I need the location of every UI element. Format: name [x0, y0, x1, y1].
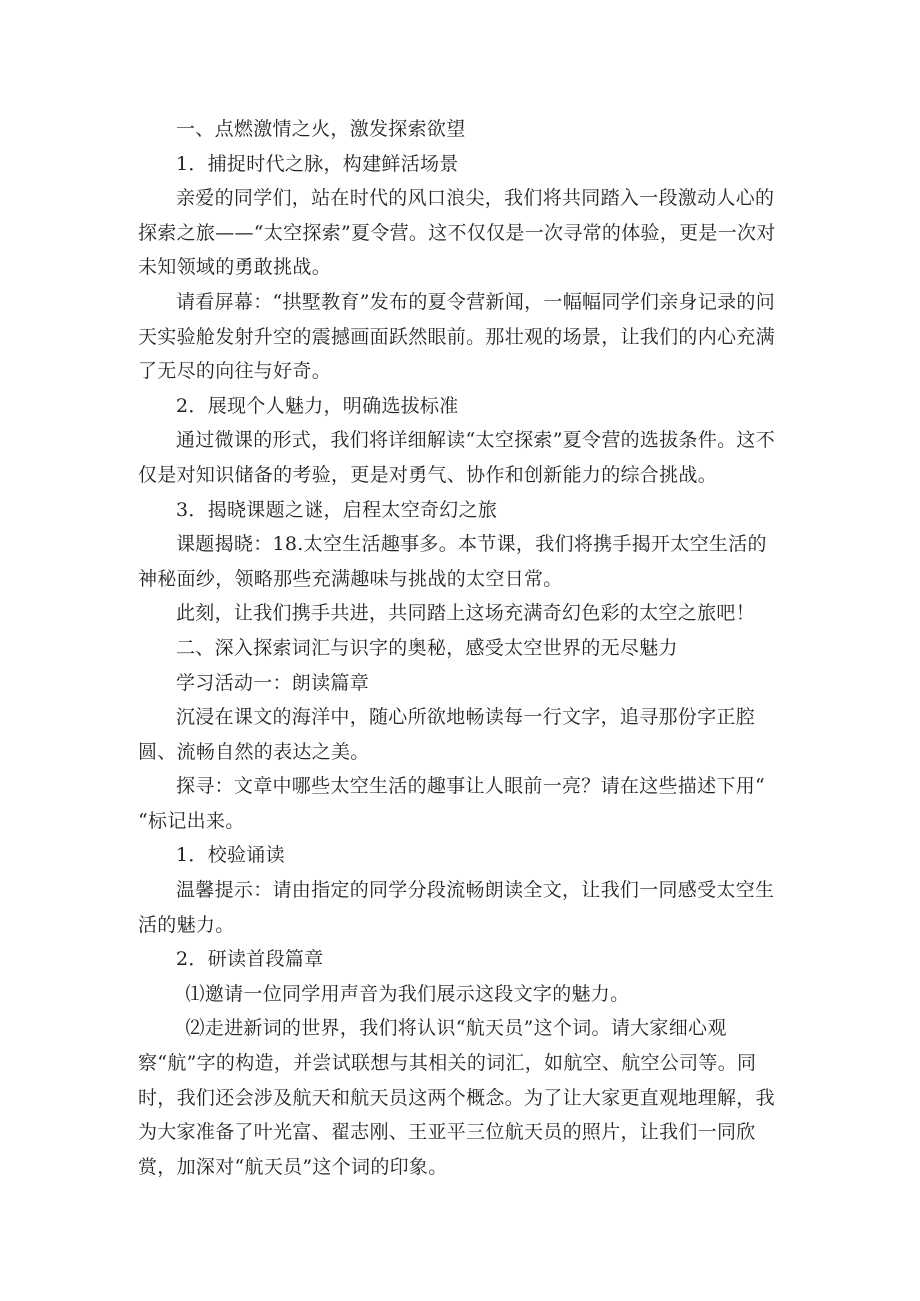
- list-item: ⑴邀请一位同学用声音为我们展示这段文字的魅力。: [185, 982, 630, 1005]
- section-heading-2: 二、深入探索词汇与识字的奥秘，感受太空世界的无尽魅力: [176, 636, 678, 659]
- subheading-2-1: 1．校验诵读: [176, 844, 285, 867]
- paragraph: 温馨提示：请由指定的同学分段流畅朗读全文，让我们一同感受太空生活的魅力。: [138, 879, 775, 936]
- paragraph: 请看屏幕：“拱墅教育”发布的夏令营新闻，一幅幅同学们亲身记录的问天实验舱发射升空的震撼画面跃然眼前。那壮观的场景，让我们的内心充满了无尽的向往与好奇。: [138, 290, 776, 383]
- paragraph: 探寻：文章中哪些太空生活的趣事让人眼前一亮？请在这些描述下用“ “标记出来。: [138, 775, 766, 832]
- subheading-2-2: 2．研读首段篇章: [176, 948, 324, 971]
- paragraph: 沉浸在课文的海洋中，随心所欲地畅读每一行文字，追寻那份字正腔圆、流畅自然的表达之美。: [138, 706, 756, 763]
- document-body: [138, 112, 784, 1184]
- paragraph: 亲爱的同学们，站在时代的风口浪尖，我们将共同踏入一段激动人心的探索之旅——“太空探索”夏令营。这不仅仅是一次寻常的体验，更是一次对未知领域的勇敢挑战。: [138, 187, 776, 279]
- paragraph: 通过微课的形式，我们将详细解读“太空探索”夏令营的选拔条件。这不仅是对知识储备的考验，更是对勇气、协作和创新能力的综合挑战。: [138, 429, 776, 486]
- subheading-1-1: 1．捕捉时代之脉，构建鲜活场景: [176, 152, 459, 175]
- subheading-1-2: 2．展现个人魅力，明确选拔标准: [176, 394, 459, 417]
- paragraph: 此刻，让我们携手共进，共同踏上这场充满奇幻色彩的太空之旅吧！: [176, 602, 756, 625]
- subheading-1-3: 3．揭晓课题之谜，启程太空奇幻之旅: [176, 498, 498, 521]
- list-item: ⑵走进新词的世界，我们将认识“航天员”这个词。请大家细心观察“航”字的构造，并尝试联想与其相关的词汇，如航空、航空公司等。同时，我们还会涉及航天和航天员这两个概念。为了让大家更直观地理解，我为大家准备了叶光富、翟志刚、王亚平三位航天员的照片，让我们一同欣赏，加深对“航天员”这个词的印象。: [138, 1017, 775, 1178]
- paragraph: 课题揭晓：18.太空生活趣事多。本节课，我们将携手揭开太空生活的神秘面纱，领略那些充满趣味与挑战的太空日常。: [138, 533, 767, 590]
- section-heading-1: 一、点燃激情之火，激发探索欲望: [176, 118, 466, 140]
- activity-heading-1: 学习活动一：朗读篇章: [176, 671, 370, 694]
